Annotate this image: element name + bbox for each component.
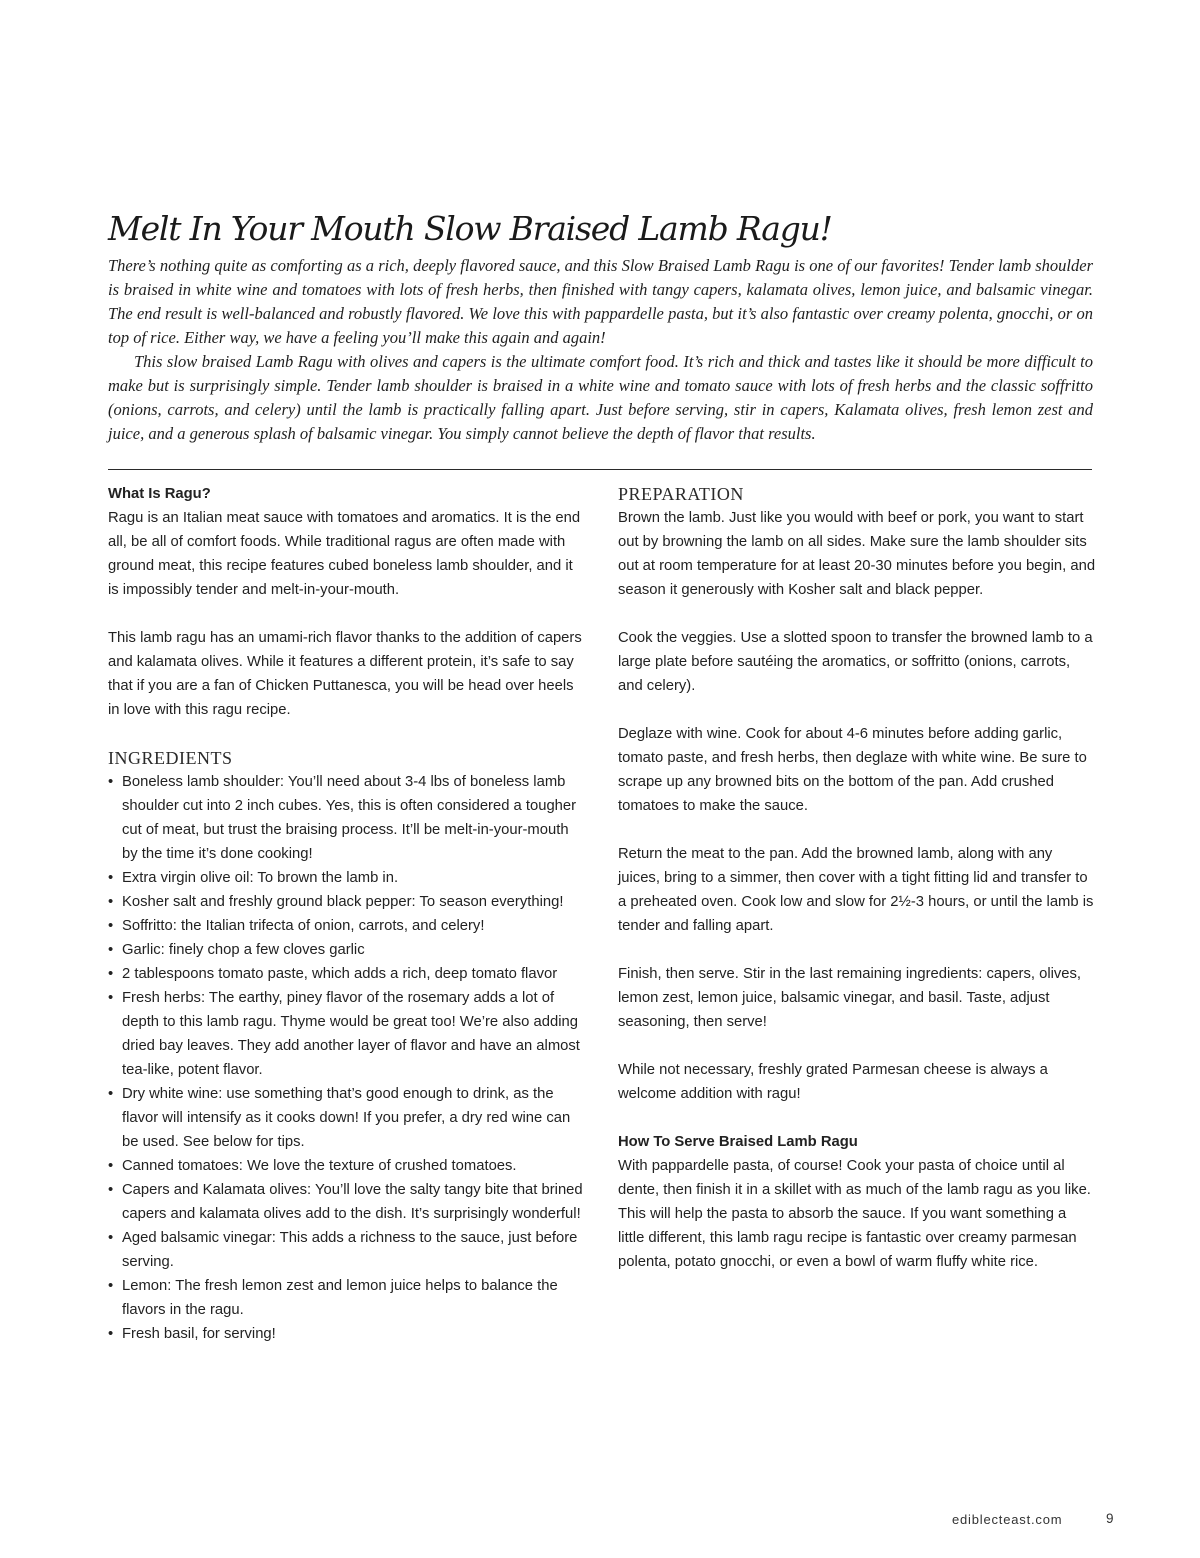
bullet-icon: •: [108, 1158, 114, 1174]
ingredient-item: [108, 770, 586, 866]
ingredient-text: Fresh herbs: The earthy, piney flavor of the rosemary adds a lot of depth to this lamb ragu. Thyme would be great too! We’re also adding dried bay leaves. They add another layer of flavor and have an almost tea-like, potent flavor.: [122, 990, 580, 1078]
bullet-icon: •: [108, 918, 114, 934]
ingredient-text: Garlic: finely chop a few cloves garlic: [122, 942, 365, 958]
page-number: 9: [1106, 1511, 1114, 1526]
ingredient-item: [108, 1178, 586, 1226]
bullet-icon: •: [108, 942, 114, 958]
ingredient-text: Kosher salt and freshly ground black pepper: To season everything!: [122, 894, 564, 910]
ingredient-text: Soffritto: the Italian trifecta of onion, carrots, and celery!: [122, 918, 485, 934]
bullet-icon: •: [108, 774, 114, 790]
ingredient-text: Capers and Kalamata olives: You’ll love the salty tangy bite that brined capers and kalamata olives add to the dish. It’s surprisingly wonderful!: [122, 1182, 583, 1222]
bullet-icon: •: [108, 1278, 114, 1294]
section-divider: [108, 469, 1092, 470]
preparation-step-5: Finish, then serve. Stir in the last remaining ingredients: capers, olives, lemon zest, lemon juice, balsamic vinegar, and basil. Taste, adjust seasoning, then serve!: [618, 966, 1082, 1030]
bullet-icon: •: [108, 966, 114, 982]
what-is-ragu-heading: What Is Ragu?: [108, 486, 211, 502]
ingredient-text: Extra virgin olive oil: To brown the lamb in.: [122, 870, 399, 886]
ingredient-text: 2 tablespoons tomato paste, which adds a rich, deep tomato flavor: [122, 966, 558, 982]
preparation-step-1: Brown the lamb. Just like you would with beef or pork, you want to start out by browning the lamb on all sides. Make sure the lamb shoulder sits out at room temperature for at least 20-30 minutes before you begin, and season it generously with Kosher salt and black pepper.: [618, 510, 1096, 598]
bullet-icon: •: [108, 1182, 114, 1198]
ingredient-text: Boneless lamb shoulder: You’ll need about 3-4 lbs of boneless lamb shoulder cut into 2 inch cubes. Yes, this is often considered a tougher cut of meat, but trust the braising process. It’ll be melt-in-your-mouth by the time it’s done cooking!: [122, 774, 577, 862]
ingredient-item: [108, 1154, 586, 1178]
bullet-icon: •: [108, 870, 114, 886]
ingredient-item: [108, 914, 586, 938]
ingredient-text: Canned tomatoes: We love the texture of crushed tomatoes.: [122, 1158, 517, 1174]
ingredient-item: [108, 1322, 586, 1346]
ingredient-text: Aged balsamic vinegar: This adds a richness to the sauce, just before serving.: [122, 1230, 578, 1270]
preparation-heading: PREPARATION: [618, 484, 744, 504]
ingredient-item: [108, 1226, 586, 1274]
how-to-serve-heading: How To Serve Braised Lamb Ragu: [618, 1134, 858, 1150]
what-is-ragu-paragraph-2: This lamb ragu has an umami-rich flavor thanks to the addition of capers and kalamata olives. While it features a different protein, it’s safe to say that if you are a fan of Chicken Puttanesca, you will be head over heels in love with this ragu recipe.: [108, 630, 582, 718]
intro-paragraph-2: This slow braised Lamb Ragu with olives and capers is the ultimate comfort food. It’s rich and thick and tastes like it should be more difficult to make but is surprisingly simple. Tender lamb shoulder is braised in a white wine and tomato sauce with lots of fresh herbs and the classic soffritto (onions, carrots, and celery) until the lamb is practically falling apart. Just before serving, stir in capers, Kalamata olives, fresh lemon zest and juice, and a generous splash of balsamic vinegar. You simply cannot believe the depth of flavor that results.: [108, 352, 1093, 443]
ingredient-item: [108, 1274, 586, 1322]
ingredient-text: Fresh basil, for serving!: [122, 1326, 276, 1342]
article-title: Melt In Your Mouth Slow Braised Lamb Ragu!: [108, 209, 832, 248]
ingredients-list: [108, 770, 586, 1346]
right-column: [618, 482, 1096, 1298]
preparation-step-4: Return the meat to the pan. Add the browned lamb, along with any juices, bring to a simmer, then cover with a tight fitting lid and transfer to a preheated oven. Cook low and slow for 2½-3 hours, or until the lamb is tender and falling apart.: [618, 846, 1094, 934]
bullet-icon: •: [108, 1230, 114, 1246]
footer-website: ediblecteast.com: [952, 1512, 1063, 1527]
ingredients-heading: INGREDIENTS: [108, 748, 233, 768]
ingredient-text: Dry white wine: use something that’s good enough to drink, as the flavor will intensify as it cooks down! If you prefer, a dry red wine can be used. See below for tips.: [122, 1086, 571, 1150]
ingredient-item: [108, 938, 586, 962]
how-to-serve-paragraph: With pappardelle pasta, of course! Cook your pasta of choice until al dente, then finish it in a skillet with as much of the lamb ragu as you like. This will help the pasta to absorb the sauce. If you want something a little different, this lamb ragu recipe is fantastic over creamy parmesan polenta, potato gnocchi, or even a bowl of warm fluffy white rice.: [618, 1158, 1091, 1270]
ingredient-item: [108, 890, 586, 914]
ingredient-item: [108, 986, 586, 1082]
intro-paragraph-1: There’s nothing quite as comforting as a rich, deeply flavored sauce, and this Slow Braised Lamb Ragu is one of our favorites! Tender lamb shoulder is braised in white wine and tomatoes with lots of fresh herbs, then finished with tangy capers, kalamata olives, lemon juice, and balsamic vinegar. The end result is well-balanced and robustly flavored. We love this with pappardelle pasta, but it’s also fantastic over creamy polenta, gnocchi, or on top of rice. Either way, we have a feeling you’ll make this again and again!: [108, 256, 1093, 347]
preparation-note: While not necessary, freshly grated Parmesan cheese is always a welcome addition with ragu!: [618, 1062, 1048, 1102]
ingredient-item: [108, 962, 586, 986]
bullet-icon: •: [108, 1326, 114, 1342]
bullet-icon: •: [108, 1086, 114, 1102]
bullet-icon: •: [108, 894, 114, 910]
article-intro: [108, 254, 1093, 446]
what-is-ragu-paragraph-1: Ragu is an Italian meat sauce with tomatoes and aromatics. It is the end all, be all of comfort foods. While traditional ragus are often made with ground meat, this recipe features cubed boneless lamb shoulder, and it is impossibly tender and melt-in-your-mouth.: [108, 510, 581, 598]
left-column: [108, 482, 586, 1346]
preparation-step-2: Cook the veggies. Use a slotted spoon to transfer the browned lamb to a large plate before sautéing the aromatics, or soffritto (onions, carrots, and celery).: [618, 630, 1093, 694]
ingredient-text: Lemon: The fresh lemon zest and lemon juice helps to balance the flavors in the ragu.: [122, 1278, 558, 1318]
bullet-icon: •: [108, 990, 114, 1006]
preparation-step-3: Deglaze with wine. Cook for about 4-6 minutes before adding garlic, tomato paste, and fresh herbs, then deglaze with white wine. Be sure to scrape up any browned bits on the bottom of the pan. Add crushed tomatoes to make the sauce.: [618, 726, 1087, 814]
ingredient-item: [108, 1082, 586, 1154]
ingredient-item: [108, 866, 586, 890]
